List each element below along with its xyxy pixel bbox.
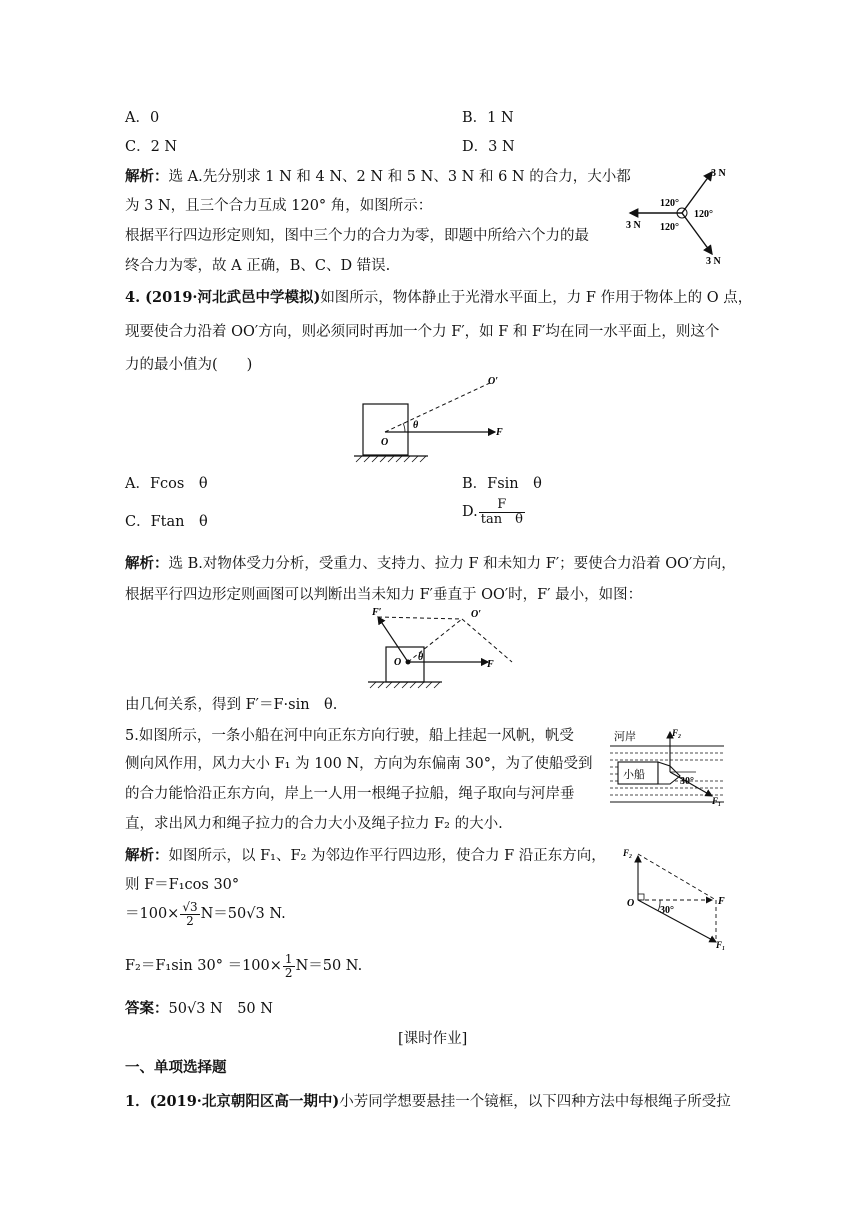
point-o-label: O (627, 898, 635, 909)
f1-label: F₁ (712, 796, 722, 806)
q4-analysis-line3: 由几何关系，得到 F′＝F·sin θ. (125, 697, 338, 713)
force-f-label: F (496, 427, 503, 438)
q5-line3: 的合力能恰沿正东方向，岸上一人用一根绳子拉船，绳子取向与河岸垂 (125, 786, 575, 802)
f-prime-label: F′ (372, 607, 382, 618)
force-f-label: F (718, 896, 725, 907)
q5-analysis-line3: ＝100× $\frac{√3}{2}$ N＝50√3 N. (125, 900, 286, 928)
homework-title: [课时作业] (398, 1031, 468, 1047)
f2-label: F₂ (623, 848, 633, 858)
angle-bottom-label: 120° (660, 222, 679, 233)
block-force-diagram (350, 372, 520, 464)
q5-analysis-line2: 则 F＝F₁cos 30° (125, 877, 240, 893)
angle-right-label: 120° (694, 209, 713, 220)
f2-label: F₂ (672, 728, 682, 738)
q5-line4: 直，求出风力和绳子拉力的合力大小及绳子拉力 F₂ 的大小. (125, 816, 503, 832)
option-a: A．0 (125, 110, 160, 126)
q3-analysis-line4: 终合力为零，故 A 正确，B、C、D 错误. (125, 258, 391, 274)
option-d: D．3 N (462, 139, 515, 155)
force-top-label: 3 N (711, 168, 726, 179)
three-forces-diagram (620, 160, 740, 270)
angle-top-label: 120° (660, 198, 679, 209)
q4-line3: 力的最小值为( ) (125, 357, 253, 373)
q4-option-b: B．Fsin θ (462, 476, 542, 492)
parallelogram-diagram (364, 603, 514, 689)
answer-line: 答案：50√3 N 50 N (125, 1000, 273, 1017)
force-left-label: 3 N (626, 220, 641, 231)
angle-label: 30° (680, 776, 694, 787)
boat-label: 小船 (623, 769, 645, 781)
force-bottom-label: 3 N (706, 256, 721, 267)
homework-q1: 1．(2019·北京朝阳区高一期中)小芳同学想要悬挂一个镜框，以下四种方法中每根绳子所受拉 (125, 1093, 731, 1110)
q4-analysis-line1: 解析：选 B.对物体受力分析，受重力、支持力、拉力 F 和未知力 F′；要使合力沿着 OO′方向， (125, 555, 736, 572)
section-heading: 一、单项选择题 (125, 1059, 227, 1076)
theta-label: θ (418, 652, 424, 663)
o-prime-label: O′ (488, 376, 499, 387)
q5-analysis-line1: 解析：如图所示，以 F₁、F₂ 为邻边作平行四边形，使合力 F 沿正东方向， (125, 847, 606, 864)
q4-option-c: C．Ftan θ (125, 514, 208, 530)
q4-line2: 现要使合力沿着 OO′方向，则必须同时再加一个力 F′，如 F 和 F′均在同一水平面上，则这个 (125, 324, 720, 340)
point-o-label: O (394, 657, 402, 668)
q3-analysis-line1: 解析：选 A.先分别求 1 N 和 4 N、2 N 和 5 N、3 N 和 6 N 的合力，大小都 (125, 168, 631, 185)
resultant-force-diagram (618, 842, 738, 952)
boat-diagram (606, 726, 730, 806)
q3-analysis-line2: 为 3 N，且三个合力互成 120° 角，如图所示： (125, 198, 433, 214)
angle-label: 30° (660, 905, 674, 916)
q5-analysis-line4: F₂＝F₁sin 30° ＝100× $\frac{1}{2}$ N＝50 N. (125, 952, 363, 980)
q4-analysis-line2: 根据平行四边形定则画图可以判断出当未知力 F′垂直于 OO′时，F′ 最小，如图： (125, 587, 643, 603)
q5-line2: 侧向风作用，风力大小 F₁ 为 100 N，方向为东偏南 30°，为了使船受到 (125, 756, 593, 772)
o-prime-label: O′ (471, 609, 482, 620)
f1-label: F₁ (716, 940, 726, 950)
force-f-label: F (487, 659, 494, 670)
theta-label: θ (413, 420, 419, 431)
q3-analysis-line3: 根据平行四边形定则知，图中三个力的合力为零，即题中所给六个力的最 (125, 228, 589, 244)
q4-line1: 4. (2019·河北武邑中学模拟)如图所示，物体静止于光滑水平面上，力 F 作用于物体上的 O 点， (125, 289, 753, 306)
option-b: B．1 N (462, 110, 514, 126)
q5-line1: 5.如图所示，一条小船在河中向正东方向行驶，船上挂起一风帆，帆受 (125, 728, 574, 744)
point-o-label: O (381, 437, 389, 448)
option-c: C．2 N (125, 139, 178, 155)
q4-option-a: A．Fcos θ (125, 476, 208, 492)
river-bank-label: 河岸 (614, 731, 636, 743)
q4-option-d: D. $\frac{F}{\text{tan θ}}$ (462, 497, 523, 527)
